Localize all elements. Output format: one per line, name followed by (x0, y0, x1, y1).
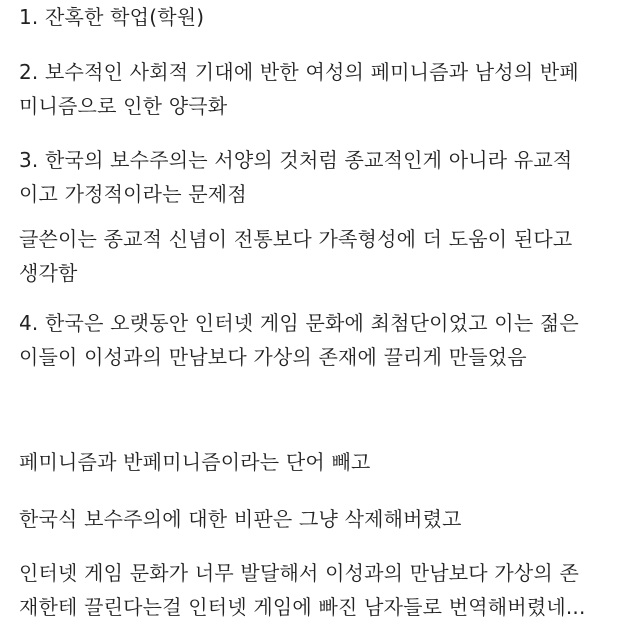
text-line: 3. 한국의 보수주의는 서양의 것처럼 종교적인게 아니라 유교적 (19, 148, 573, 172)
paragraph-comment-2 (19, 502, 462, 536)
paragraph-comment-1 (19, 445, 371, 479)
paragraph-point-4 (19, 306, 579, 374)
text-line: 1. 잔혹한 학업(학원) (19, 5, 205, 29)
text-line: 2. 보수적인 사회적 기대에 반한 여성의 페미니즘과 남성의 반페 (19, 60, 579, 84)
text-line: 이들이 이성과의 만남보다 가상의 존재에 끌리게 만들었음 (19, 345, 527, 369)
text-line: 페미니즘과 반페미니즘이라는 단어 빼고 (19, 450, 371, 474)
paragraph-point-2 (19, 55, 579, 123)
paragraph-author-note (19, 222, 572, 290)
text-line: 재한테 끌린다는걸 인터넷 게임에 빠진 남자들로 번역해버렸네... (19, 595, 586, 619)
text-line: 4. 한국은 오랫동안 인터넷 게임 문화에 최첨단이었고 이는 젊은 (19, 311, 579, 335)
text-line: 한국식 보수주의에 대한 비판은 그냥 삭제해버렸고 (19, 507, 462, 531)
text-line: 이고 가정적이라는 문제점 (19, 182, 247, 206)
paragraph-comment-3 (19, 556, 586, 624)
text-line: 인터넷 게임 문화가 너무 발달해서 이성과의 만남보다 가상의 존 (19, 561, 579, 585)
text-line: 생각함 (19, 261, 78, 285)
paragraph-point-1 (19, 0, 204, 34)
paragraph-point-3 (19, 143, 572, 211)
text-line: 글쓴이는 종교적 신념이 전통보다 가족형성에 더 도움이 된다고 (19, 227, 573, 251)
text-line: 미니즘으로 인한 양극화 (19, 94, 228, 118)
